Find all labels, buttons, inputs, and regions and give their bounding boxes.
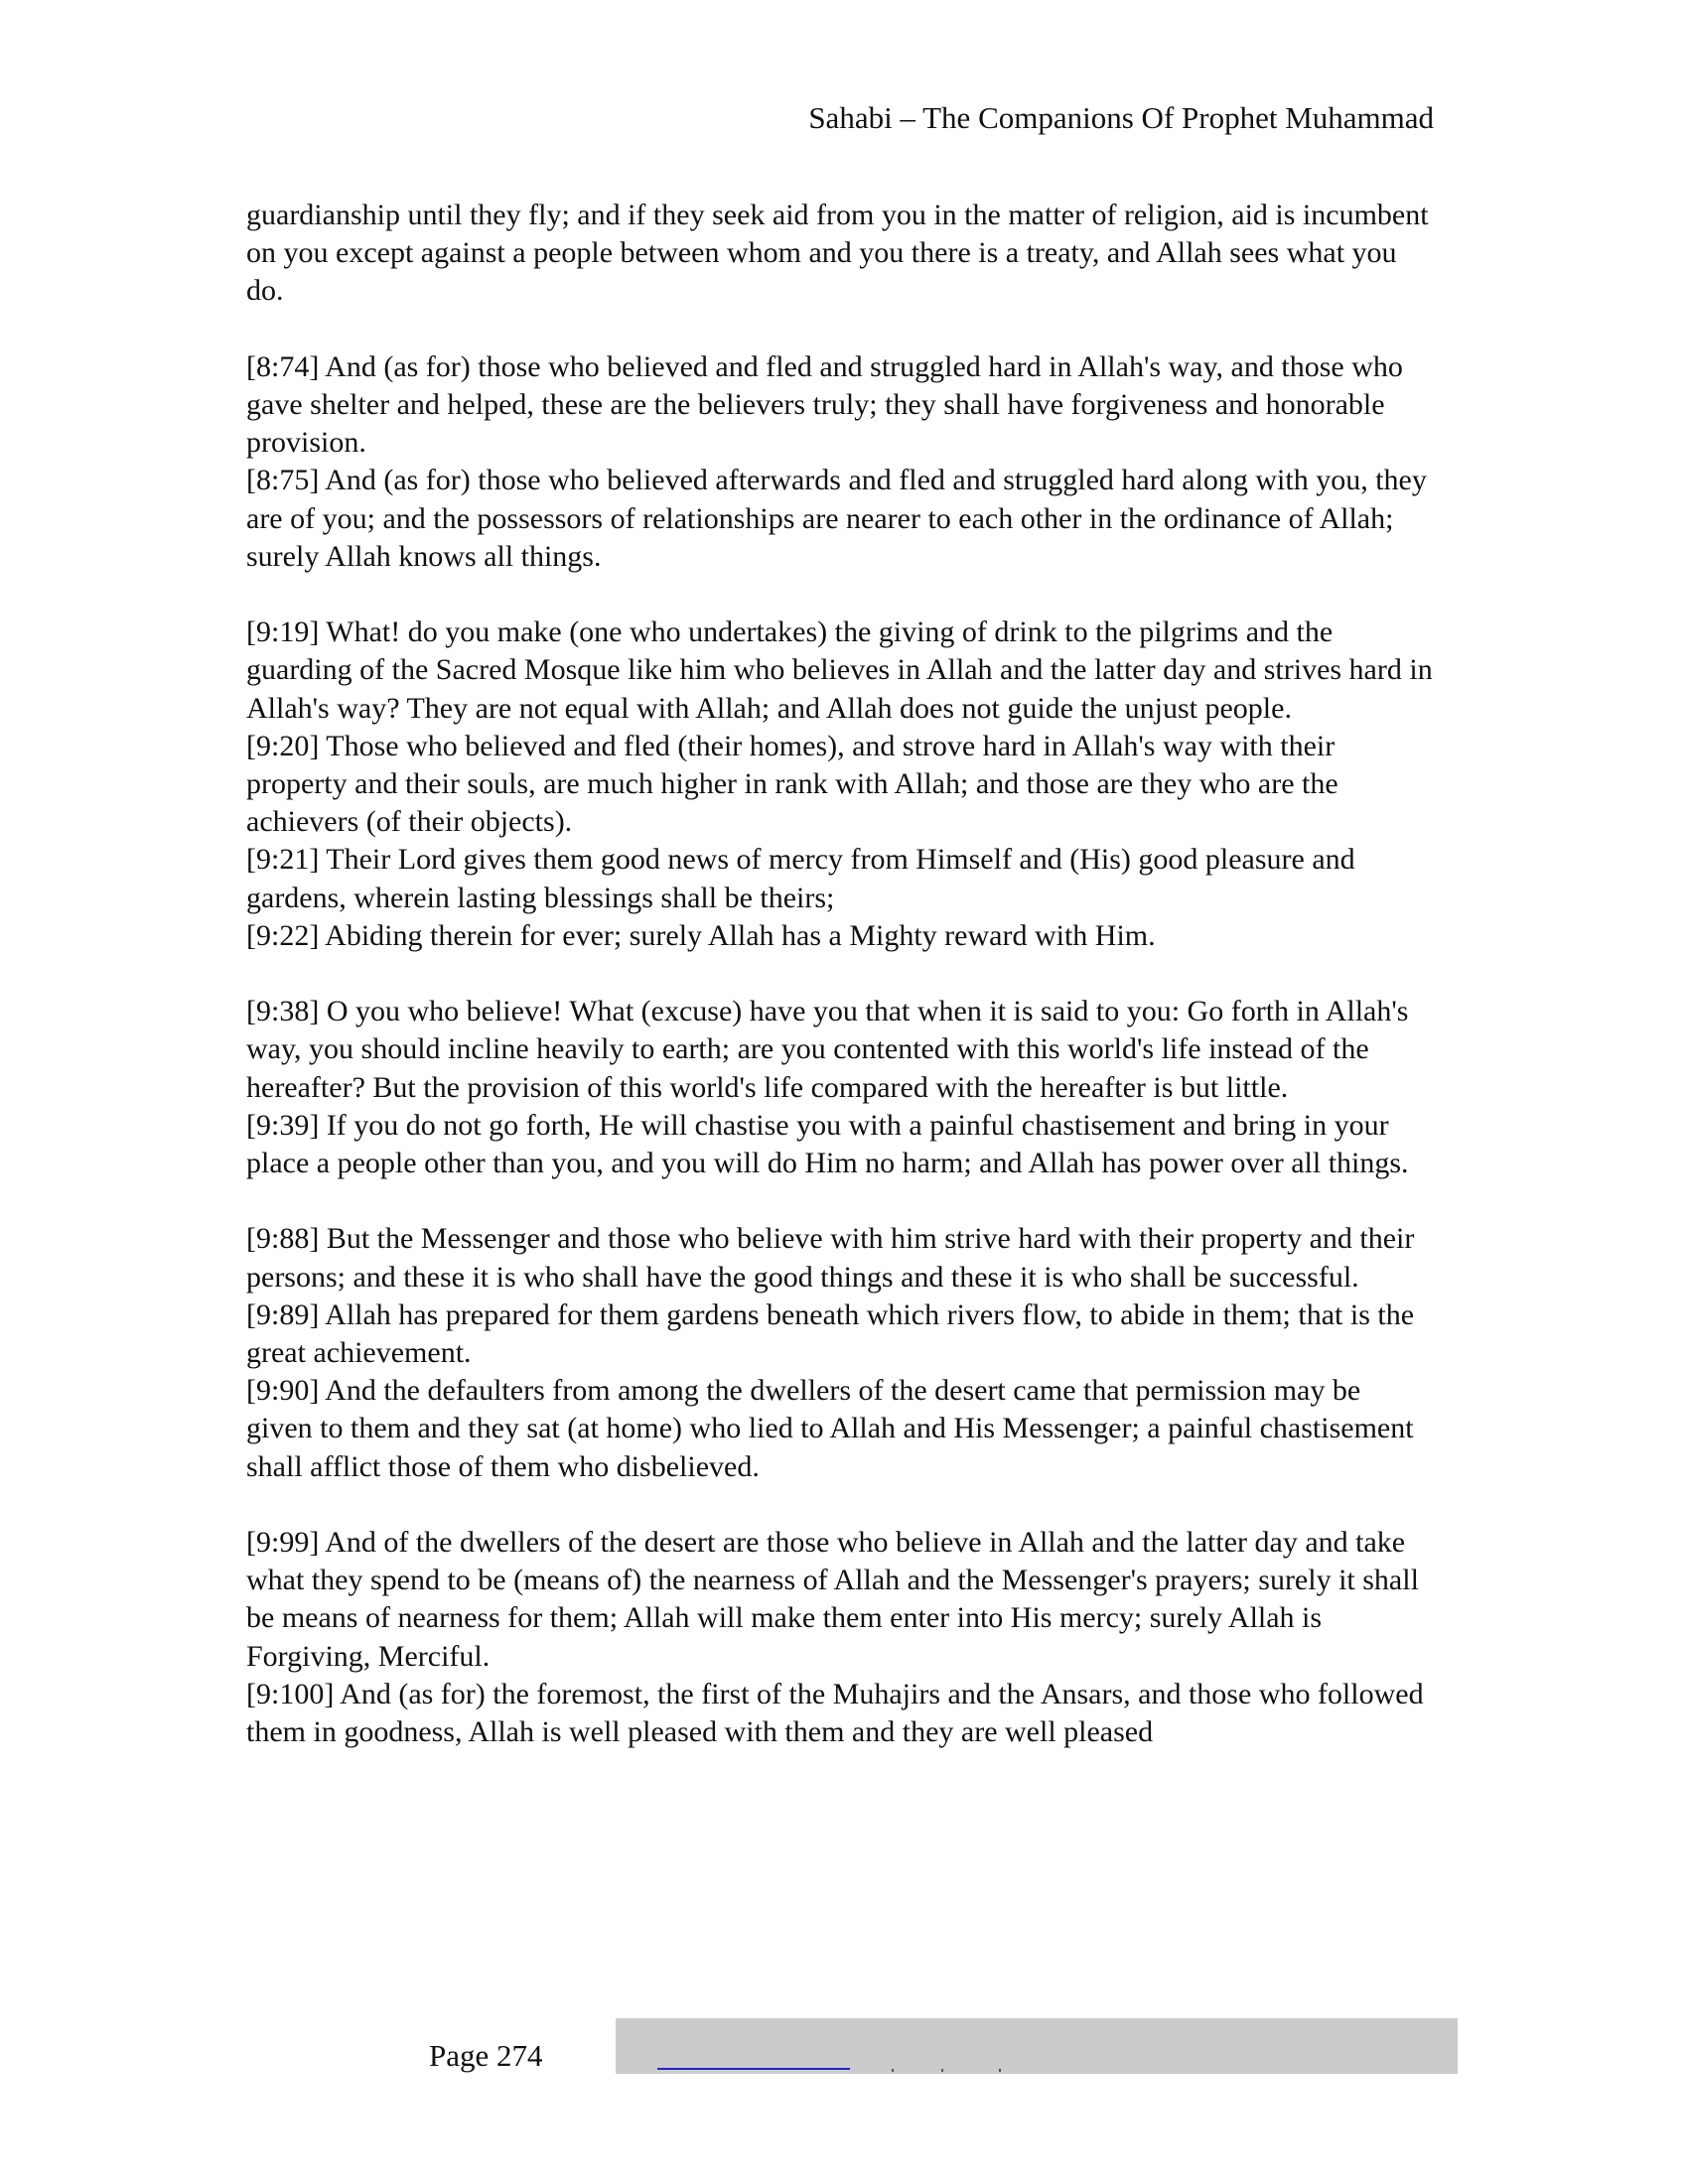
verse: [9:99] And of the dwellers of the desert are those who believe in Allah and the latter day and take what they spend to be (means of) the nearness of Allah and the Messenger's prayers; surely it shall be means of nearness for them; Allah will make them enter into His mercy; surely Allah is Forgiving, Merciful. (246, 1526, 1419, 1673)
running-header: Sahabi – The Companions Of Prophet Muhammad (808, 100, 1434, 135)
paragraph (246, 614, 1434, 955)
verse: [9:20] Those who believed and fled (their homes), and strove hard in Allah's way with their property and their souls, are much higher in rank with Allah; and those are they who are the achievers (of their objects). (246, 729, 1338, 839)
footer-link[interactable] (657, 2068, 850, 2070)
verse: [9:100] And (as for) the foremost, the first of the Muhajirs and the Ansars, and those who followed them in goodness, Allah is well pleased with them and they are well pleased (246, 1677, 1424, 1749)
verse: [9:89] Allah has prepared for them gardens beneath which rivers flow, to abide in them; that is the great achievement. (246, 1297, 1415, 1370)
verse: [9:22] Abiding therein for ever; surely Allah has a Mighty reward with Him. (246, 918, 1156, 952)
verse: [9:90] And the defaulters from among the dwellers of the desert came that permission may be given to them and they sat (at home) who lied to Allah and His Messenger; a painful chastisement shall afflict those of them who disbelieved. (246, 1374, 1414, 1483)
verse: [8:75] And (as for) those who believed afterwards and fled and struggled hard along with you, they are of you; and the possessors of relationships are nearer to each other in the ordinance of Allah; surely Allah knows all things. (246, 464, 1427, 573)
text-line: guardianship until they fly; and if they seek aid from you in the matter of religion, aid is incumbent on you except against a people between whom and you there is a treaty, and Allah sees what you do. (246, 199, 1429, 308)
page-number: Page 274 (429, 2038, 543, 2073)
paragraph (246, 197, 1434, 311)
verse: [9:21] Their Lord gives them good news of mercy from Himself and (His) good pleasure and gardens, wherein lasting blessings shall be theirs; (246, 843, 1355, 914)
verse: [9:38] O you who believe! What (excuse) have you that when it is said to you: Go forth in Allah's way, you should incline heavily to earth; are you contented with this world's life instead of the hereafter? But the provision of this world's life compared with the hereafter is but little. (246, 995, 1409, 1104)
footer-speck (999, 2069, 1001, 2072)
paragraph (246, 1220, 1434, 1485)
paragraph (246, 993, 1434, 1182)
footer-speck (892, 2069, 894, 2072)
footer-speck (941, 2069, 943, 2072)
verse: [9:19] What! do you make (one who undertakes) the giving of drink to the pilgrims and the guarding of the Sacred Mosque like him who believes in Allah and the latter day and strives hard in Allah's way? They are not equal with Allah; and Allah does not guide the unjust people. (246, 615, 1433, 725)
verse: [9:39] If you do not go forth, He will chastise you with a painful chastisement and bring in your place a people other than you, and you will do Him no harm; and Allah has power over all things. (246, 1108, 1409, 1180)
paragraph (246, 348, 1434, 576)
verse: [9:88] But the Messenger and those who believe with him strive hard with their property and their persons; and these it is who shall have the good things and these it is who shall be successful. (246, 1222, 1415, 1294)
footer-specks (872, 2069, 1031, 2072)
body-text (246, 197, 1434, 1789)
footer-bar (616, 2018, 1458, 2074)
paragraph (246, 1524, 1434, 1751)
verse: [8:74] And (as for) those who believed and fled and struggled hard in Allah's way, and those who gave shelter and helped, these are the believers truly; they shall have forgiveness and honorable provision. (246, 349, 1403, 460)
